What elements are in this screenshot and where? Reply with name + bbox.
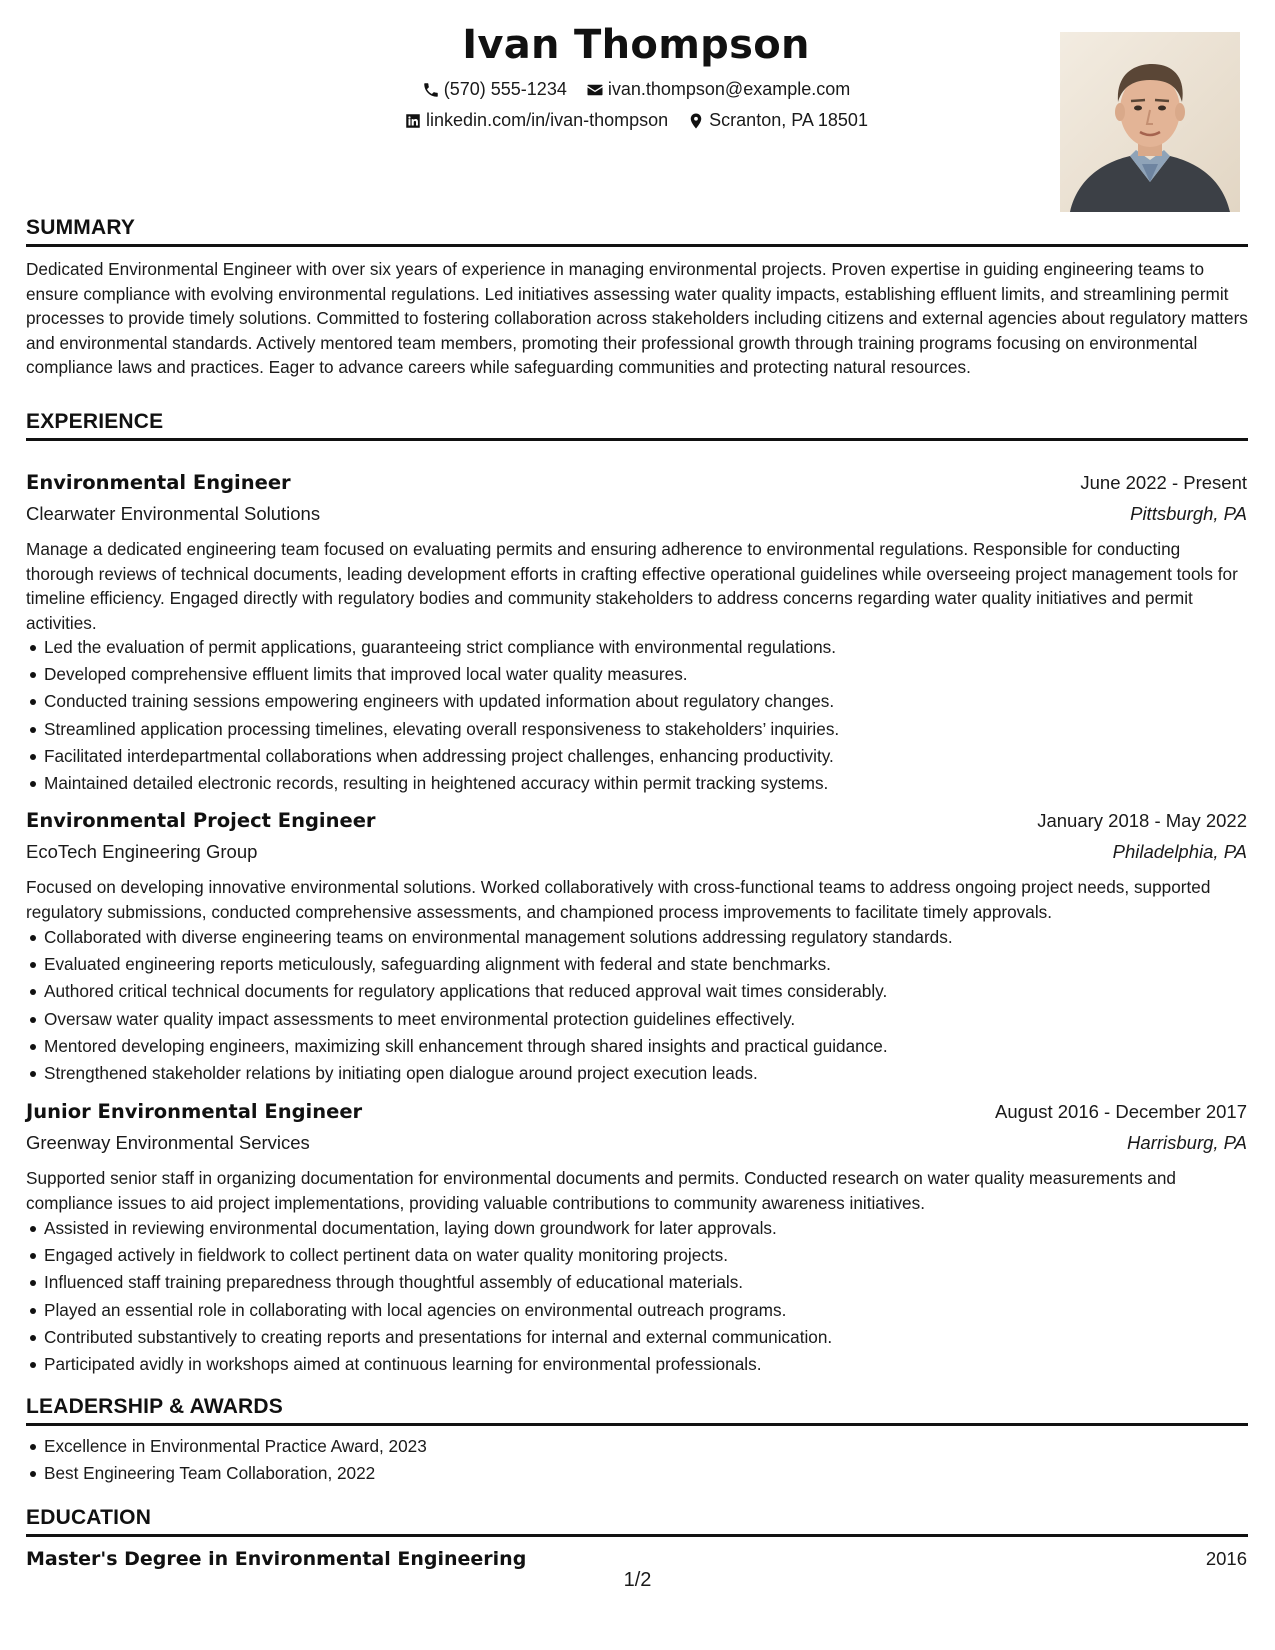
job-location: Pittsburgh, PA	[1130, 503, 1247, 524]
job-title: Environmental Project Engineer	[26, 809, 376, 832]
job-bullet-list	[26, 635, 1251, 798]
contact-linkedin[interactable]	[404, 110, 668, 131]
job-company: EcoTech Engineering Group	[26, 841, 258, 862]
linkedin-icon	[404, 112, 422, 130]
education-degree: Master's Degree in Environmental Engineering	[26, 1548, 527, 1570]
candidate-name: Ivan Thompson	[462, 22, 810, 68]
profile-photo-image	[1060, 32, 1240, 212]
list-item: Engaged actively in fieldwork to collect pertinent data on water quality monitoring projects.	[26, 1243, 1251, 1270]
job-company: Clearwater Environmental Solutions	[26, 503, 321, 524]
summary-text: Dedicated Environmental Engineer with over six years of experience in managing environmental projects. Proven expertise in guiding engineering teams to ensure compliance with evolving environmental regulations. Led initiatives assessing water quality impacts, establishing effluent limits, and streamlining permit processes to provide timely solutions. Committed to fostering collaboration across stakeholders including citizens and external agencies about regulatory matters and environmental standards. Actively mentored team members, promoting their professional growth through training programs focusing on environmental compliance laws and practices. Eager to advance careers while safeguarding communities and protecting natural resources.	[26, 259, 1248, 377]
job-title: Environmental Engineer	[26, 471, 291, 494]
list-item: Influenced staff training preparedness through thoughtful assembly of educational materials.	[26, 1270, 1251, 1297]
email-text: ivan.thompson@example.com	[607, 79, 851, 99]
job-location: Philadelphia, PA	[1112, 841, 1247, 862]
list-item: Contributed substantively to creating reports and presentations for internal and external communication.	[26, 1325, 1251, 1352]
summary-heading: SUMMARY	[26, 216, 1248, 247]
phone-icon	[422, 81, 440, 99]
job-description: Focused on developing innovative environmental solutions. Worked collaboratively with cross-functional teams to address ongoing project needs, supported regulatory submissions, conducted comprehensive assessments, and championed process improvements to facilitate timely approvals.	[26, 877, 1211, 922]
job-description: Supported senior staff in organizing documentation for environmental documents and permits. Conducted research on water quality measurements and compliance issues to aid project implementations, providing valuable contributions to community awareness initiatives.	[26, 1168, 1176, 1213]
list-item: Participated avidly in workshops aimed at continuous learning for environmental professionals.	[26, 1352, 1251, 1379]
location-text: Scranton, PA 18501	[709, 110, 868, 130]
contact-email[interactable]	[586, 79, 850, 100]
awards-heading: LEADERSHIP & AWARDS	[26, 1395, 1248, 1426]
linkedin-text: linkedin.com/in/ivan-thompson	[426, 110, 669, 130]
list-item: Streamlined application processing timelines, elevating overall responsiveness to stakeholders’ inquiries.	[26, 717, 1251, 744]
list-item: Developed comprehensive effluent limits that improved local water quality measures.	[26, 662, 1251, 689]
list-item: Assisted in reviewing environmental documentation, laying down groundwork for later approvals.	[26, 1216, 1251, 1243]
job-dates: January 2018 - May 2022	[1037, 810, 1247, 831]
list-item: Authored critical technical documents for regulatory applications that reduced approval wait times considerably.	[26, 979, 1251, 1006]
job-dates: June 2022 - Present	[1080, 472, 1247, 493]
list-item: Oversaw water quality impact assessments to meet environmental protection guidelines effectively.	[26, 1007, 1251, 1034]
list-item: Collaborated with diverse engineering teams on environmental management solutions addressing regulatory standards.	[26, 925, 1251, 952]
list-item: Mentored developing engineers, maximizing skill enhancement through shared insights and practical guidance.	[26, 1034, 1251, 1061]
phone-text: (570) 555-1234	[443, 79, 567, 99]
map-pin-icon	[687, 112, 705, 130]
education-heading: EDUCATION	[26, 1506, 1248, 1537]
job-description: Manage a dedicated engineering team focused on evaluating permits and ensuring adherence to environmental regulations. Responsible for conducting thorough reviews of technical documents, leading development efforts in crafting effective operational guidelines while overseeing project management tools for timeline efficiency. Engaged directly with regulatory bodies and community stakeholders to address concerns regarding water quality initiatives and permit activities.	[26, 539, 1238, 633]
envelope-icon	[586, 81, 604, 99]
job-company: Greenway Environmental Services	[26, 1132, 310, 1153]
job-location: Harrisburg, PA	[1127, 1132, 1247, 1153]
list-item: Conducted training sessions empowering engineers with updated information about regulatory changes.	[26, 689, 1251, 716]
experience-heading: EXPERIENCE	[26, 410, 1248, 441]
profile-photo	[1060, 32, 1240, 212]
job-title: Junior Environmental Engineer	[26, 1100, 363, 1123]
job-bullet-list	[26, 1216, 1251, 1379]
list-item: Strengthened stakeholder relations by initiating open dialogue around project execution leads.	[26, 1061, 1251, 1088]
list-item: Facilitated interdepartmental collaborations when addressing project challenges, enhancing productivity.	[26, 744, 1251, 771]
list-item: Played an essential role in collaborating with local agencies on environmental outreach programs.	[26, 1298, 1251, 1325]
contact-location	[687, 110, 868, 131]
job-dates: August 2016 - December 2017	[995, 1101, 1247, 1122]
awards-list	[26, 1434, 1251, 1488]
page-number: 1/2	[623, 1569, 652, 1591]
list-item: Led the evaluation of permit applications, guaranteeing strict compliance with environmental regulations.	[26, 635, 1251, 662]
list-item: Excellence in Environmental Practice Award, 2023	[26, 1434, 1251, 1461]
list-item: Maintained detailed electronic records, resulting in heightened accuracy within permit tracking systems.	[26, 771, 1251, 798]
education-year: 2016	[1205, 1548, 1247, 1569]
list-item: Best Engineering Team Collaboration, 2022	[26, 1461, 1251, 1488]
contact-phone	[422, 79, 567, 100]
list-item: Evaluated engineering reports meticulously, safeguarding alignment with federal and state benchmarks.	[26, 952, 1251, 979]
job-bullet-list	[26, 925, 1251, 1088]
